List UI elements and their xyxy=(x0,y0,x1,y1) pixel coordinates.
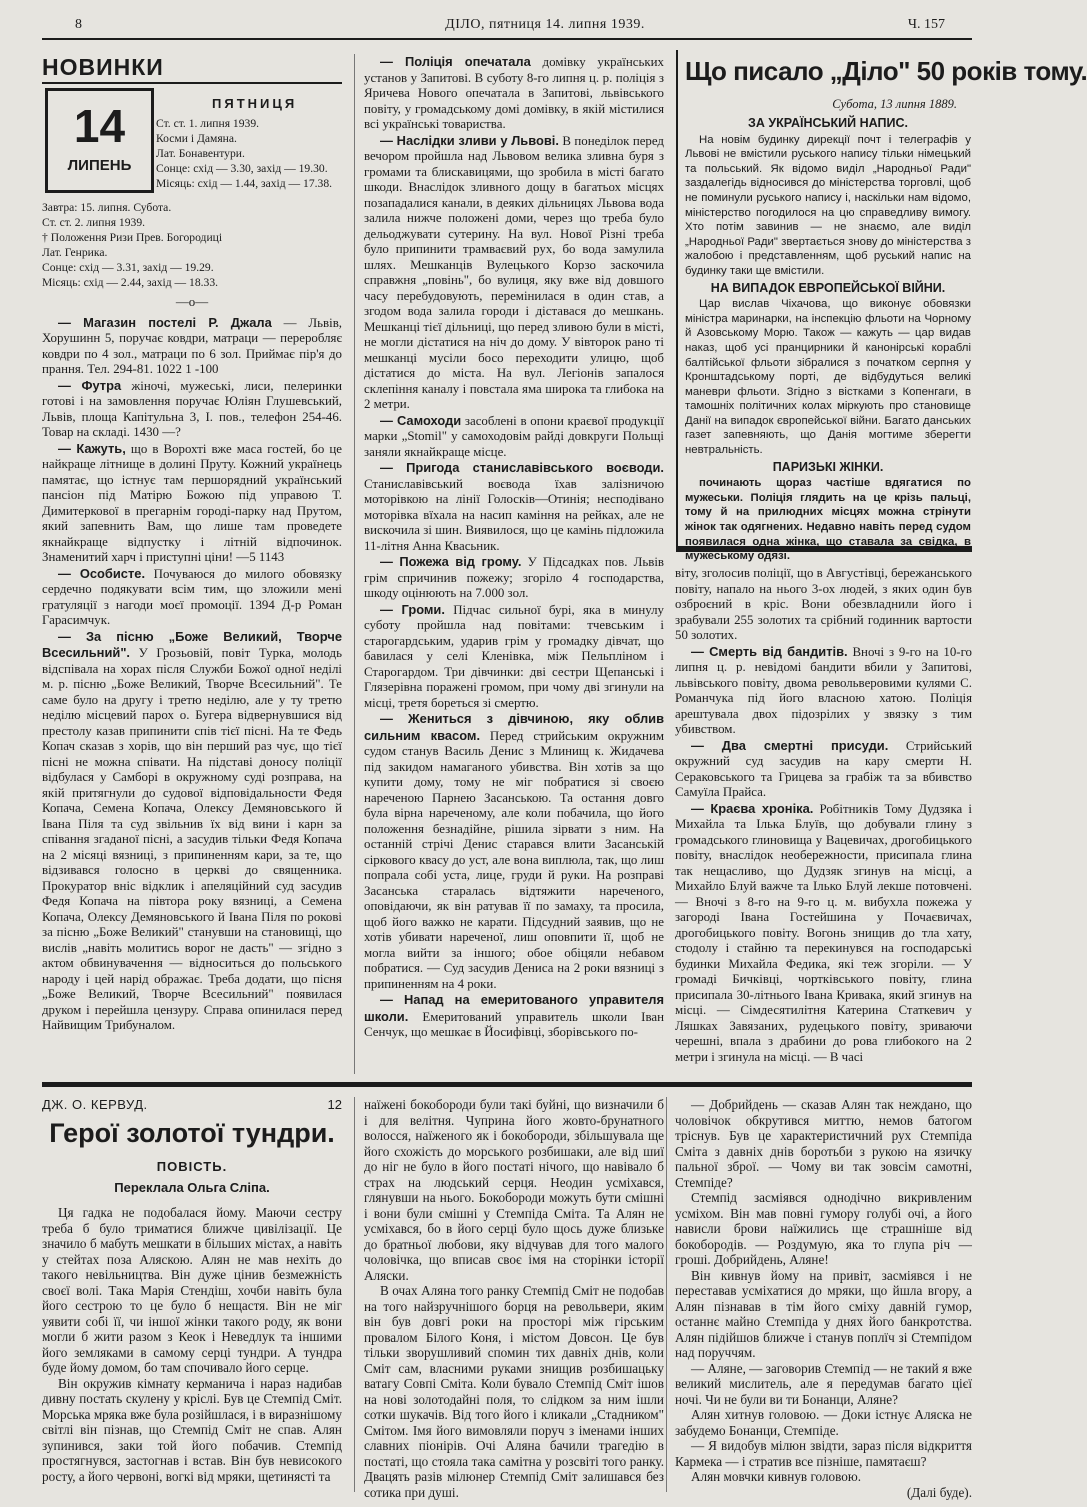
news-item xyxy=(364,460,664,554)
news-text: В понеділок перед вечором пройшла над Львовом велика зливна буря з громами та блискавицями, що зробила в місті багато шкоди. Внаслідок зливного дощу в багатьох місцях позападалися канали, в деяких дільницях Львова вода залила нижче положені доми, через що треба було дельоджувати сутерину. На вул. Нової Різні треба було припинити трамваєвий рух, бо вода замулила шлях. Мешканців Вулецького Корзо заскочила справжня „повінь", бо вулиця, яку вже від довшого часу перебудовують, перемінилася в один став, а згодом вода залила городи і діставася до мешкань. Мешканці тієї дільниці, що перед зливою були в місті, не могли дістатися на ніч до дому. У вівторок рано ті мешканці мусіли босо переходити улицю, щоб дістатися до міста. На вул. Легіонів запалося склепіння каналу і повстала яма широка та глибока на 2 метри. xyxy=(364,133,664,411)
novynky-rule xyxy=(42,82,342,84)
news-item xyxy=(364,992,664,1041)
calendar-line: Лат. Бонавентури. xyxy=(156,147,245,160)
story-column-2 xyxy=(364,1097,664,1500)
dilo-section-title: ЗА УКРАЇНСЬКИЙ НАПИС. xyxy=(748,116,908,130)
news-text: Емеритований управитель школи Іван Сенчук, що мешкає в Йосифівці, зборівського по- xyxy=(364,1009,664,1039)
news-text: У Підсадках пов. Львів грім спричинив пожежу; згоріло 4 господарства, шкоду оцінюють на 7.000 зол. xyxy=(364,555,664,600)
calendar-line: Ст. ст. 2. липня 1939. xyxy=(42,216,146,229)
news-text: Станиславівський воєвода їхав залізничою моторівкою на лінії Голосків—Отинія; несподівано моторівка вїхала на насип каміння на рейках, але не вискочила зі шин. Виявилося, що це камінь підложила 11-літня Анна Квасьник. xyxy=(364,476,664,553)
news-item xyxy=(42,378,342,441)
calendar-line: † Положення Ризи Прев. Богородиці xyxy=(42,231,223,244)
story-paragraph: наїжені бокобороди були такі буйні, що визначили б і для велітня. Чуприна його жовто-брунатного волосся, наїженого як і бокобороди, збільшувала ще його схожість до морського розбишаки, але від шиї до ніг не було в його постаті нічого, що навівало б страх на людський серця. Неодин усміхався, глянувши на нього. Бокобороди можуть бути смішні і вони були смішні у Стемпіда Сміта. Та Алян не усміхався, бо в його серці було щось дуже близьке до братньої любови, яку відчував для того малого чоловічка, що вписав своє імя на сторінки історії Аляски. xyxy=(364,1097,664,1283)
news-lead: — Магазин постелі Р. Джала xyxy=(58,314,272,330)
column-divider xyxy=(666,1097,667,1492)
story-paragraph: Ця гадка не подобалася йому. Маючи сестру треба б було триматися ближче цивілізації. Це значило б мабуть мешкати в більших містах, а навіть у стейтах поза Аляскою. Алян не мав нехіть до такого невільництва. Він дуже цінив безмежність своєї волі. Така Марія Стендіш, хочби навіть була його сестрою то це було б нещастя. Він не міг уявити собі її, чи іншої жінки такого роду, як вони могли б жити разом з Кеок і Неведлук та іншими його земляками в самому серці тундри. А тундра буде йому домом, бо там спочивало його серце. xyxy=(42,1205,342,1375)
news-lead: — Напад на емеритованого управителя школи. xyxy=(364,992,664,1024)
news-item xyxy=(675,738,972,801)
news-text: У Грозьовій, повіт Турка, молодь відспівала на хорах після Служби Божої одної неділі м. р. пісню „Боже Великий, Творче Всесильний". Те саме було на другу і третю неділю, але у ту третю неділю місцевий парох о. Бугера відвернувшися від престолу казав припинити спів тієї пісні. На те Федь Копач сказав з хорів, що він перший раз чує, що тієї пісні не можна співати. На підставі доносу поліції відбулася у Самборі в окружному суді розправа, на якій притягнули до судової відповідальности Федя Копача, Семена Копача, Олексу Демяновського й Івана Піля та суд звільнив їх від вини і карн за співання згаданої пісні, а засудив тільки Федя Копача на 2 місяці вязниці, з припиненням кари, за те, що відзивався голосно в церкві до священника. Прокуратор вніс відклик і апеляційний суд засудив Федя Копача на півтора року вязниці, а Семена Копача, Олексу Демяновського й Івана Піля по рокові за пісню „Боже Великий" станувши на становищі, що вислів „навіть молитись ворог не дасть" — згідно з актом обвинувачення — відноситься до польського народу і цей нарід ображає. Треба додати, що пісня „Боже Великий, Творче Всесильний" появилася друком і перейшла цензуру. Справа опинилася перед Найвищим Трибуналом. xyxy=(42,646,342,1032)
weekday: ПЯТНИЦЯ xyxy=(212,96,298,111)
news-lead: — Жениться з дівчиною, яку облив сильним квасом. xyxy=(364,711,664,743)
story-paragraph: — Аляне, — заговорив Стемпід — не такий я вже великий мислитель, але я передумав багато цієї ночі. Чи не були ви ти Бонанци, Аляне? xyxy=(675,1360,972,1407)
news-lead: — Краєва хроніка. xyxy=(691,800,814,816)
news-item xyxy=(364,711,664,992)
calendar-line: Сонце: схід — 3.30, захід — 19.30. xyxy=(156,162,328,175)
story-installment: 12 xyxy=(327,1097,342,1112)
news-item xyxy=(364,413,664,461)
calendar-line: Лат. Генрика. xyxy=(42,246,108,259)
story-paragraph: Він окружив кімнату керманича і нараз надибав дивну постать скулену у кріслі. Був це Стемпід Сміт. Морська мряка вже була розійшлася, і в виразнішому світлі він пізнав, що Стемпід Сміт не спав. Алян зупинився, заки той його побачив. Стемпід простягнувся, застогнав і встав. Він був невисокого росту, а його червоні, вогкі від мряки, щетинястi та xyxy=(42,1375,342,1484)
news-lead: — За пісню „Боже Великий, Творче Всесильний". xyxy=(42,628,342,660)
news-item xyxy=(675,566,972,644)
column-middle xyxy=(364,54,664,1080)
news-item xyxy=(675,801,972,1066)
news-item xyxy=(364,554,664,602)
calendar-line: Сонце: схід — 3.31, захід — 19.29. xyxy=(42,261,214,274)
date-month: ЛИПЕНЬ xyxy=(67,157,132,174)
section-heading-novynky: НОВИНКИ xyxy=(42,54,164,80)
news-item xyxy=(364,602,664,712)
column-divider xyxy=(354,1097,355,1492)
story-paragraph: — Добрийдень — сказав Алян так нежданo, що чоловічок обкрутився миттю, немов батогом тріснув. Був це характеристичний рух Стемпіда Сміта з давніх днів боротьби з рукою на язичку пальної зброї. — Чому ви так зовсім самотні, Стемпіде? xyxy=(675,1097,972,1190)
to-be-continued: (Далі буде). xyxy=(906,1484,972,1500)
news-lead: — Поліція опечатала xyxy=(380,54,531,69)
news-item xyxy=(42,315,342,378)
story-paragraph: Алян мовчки кивнув головою. xyxy=(691,1469,862,1484)
story-translator: Переклала Ольга Сліпа. xyxy=(114,1180,270,1195)
news-text: засоблені в опони краєвої продукції марки „Stomil" у самоходовім райді довкруги Польщі заняли якнайкраще місце. xyxy=(364,413,665,459)
dilo-box-body xyxy=(685,114,971,564)
news-lead: — Наслідки зливи у Львові. xyxy=(380,132,559,148)
story-author: ДЖ. О. КЕРВУД. xyxy=(42,1097,148,1112)
news-lead: — Пригода станиславівського воєводи. xyxy=(380,460,664,475)
dilo-section-title: НА ВИПАДОК ЕВРОПЕЙСЬКОЇ ВІЙНИ. xyxy=(710,280,946,295)
news-lead: — Смерть від бандитів. xyxy=(691,643,848,659)
story-paragraph: Стемпід засміявся однодічно викривленим усміхом. Він мав повні гумору голубі очі, а його нависли брови наїжились ще страшніше від бокобородів. — Роздумую, яка то глупа річ — гроші. Добрийдень, Аляне! xyxy=(675,1190,972,1267)
running-head xyxy=(75,14,945,38)
dilo-section-text: Цар вислав Чіхачова, що виконує обовязки міністра маринарки, на інспекцію фльоти на Чорному й Азовському Морю. Також — кажуть — цар видав наказ, щоб усі пранцирники й канонірські кораблі балтійської фльоти зібралися з початком серпня у Кронштадському порті, де відбудуться великі маневри фльоти. Згідно з вістками з Копенгаги, в тамошніх політичних колах міркують про становище Данії на випадок європейської війни. Багато данських газет запевняють, що Данія могтиме зберегти невтральність. xyxy=(685,298,971,457)
story-paragraph: Він кивнув йому на привіт, засміявся і не переставав усміхатися до мряки, що йшла вгору, а Алян пізнавав в тім його сміху давній гумор, останнє майно Стемпіда у днях його банкротства. Алян підійшов ближче і станув поплїч зі Стемпідом над поруччям. xyxy=(675,1267,972,1360)
dilo-box-heading: Що писало „Діло" 50 років тому. xyxy=(685,56,1087,86)
news-text: Підчас сильної бурі, яка в минулу суботу пройшла над повітами: тчевським і старогардським, ударив грім у громадку дівчат, що бавилася у селі Кленівка, між Пельпліном і Старогардом. Три дівчинки: дві сестри Щепанські і Глязерівна поражені громом, при чому дві згинули на місці, третя бореться зі смертю. xyxy=(364,602,664,710)
column-right-lower xyxy=(675,566,972,1076)
calendar-today xyxy=(156,116,340,191)
news-item xyxy=(42,629,342,1034)
page-number: 8 xyxy=(75,17,82,32)
top-rule xyxy=(42,38,972,40)
news-text: Робітників Тому Дудзяка і Михайла та Ілька Блуїв, що добували глину з громадського глиновища у Вацевичах, дрогобицького повіту, внаслідок необережности, присипала глина так нещасливо, що Дудзяк згинув на місці, а Михайло Блуй важче та Ілько Блуй лекше потовчені. — Вночі з 8-го на 9-го ц. м. вибухла пожежа у загороді Івана Гостейшина у Почаєвичах, дрогобицького повіту. Вогонь знищив до тла хату, стодолу і стайню та перекинувся на господарські будинки Михайла Федика, які теж згоріли. — У громаді Бичківці, чортківського повіту, глина присипала 30-літнього Івана Кривака, який згинув на місці. — Сімдесятилітня Катерина Статкевич у Ляшках Завязаних, рудецького повіту, зриваючи черешні, впала з драбини до рова глибокого на 2 метри і згинула на місці. — В часі xyxy=(675,801,972,1064)
column-divider xyxy=(354,54,355,1074)
calendar-line: Ст. ст. 1. липня 1939. xyxy=(156,117,260,130)
news-text: Вночі з 9-го на 10-го липня ц. р. невідомі бандити вбили у Запитові, львівського повіту, двома револьверовими кулями С. Романчука під його власною хатою. Поліція арештувала двох підозрілих у звязку з тим убивством. xyxy=(675,644,972,736)
news-lead: — Громи. xyxy=(380,601,445,617)
section-divider xyxy=(42,1082,972,1087)
calendar-tomorrow xyxy=(42,200,342,290)
story-genre: ПОВІСТЬ. xyxy=(156,1159,228,1174)
news-text: жіночі, мужеські, лиси, пелеринки готові і на замовлення поручає Юліян Глушевський, Львів, площа Капітульна 3, І. пов., телефон 254-46. Товар на складі. 1430 —? xyxy=(42,378,342,439)
story-paragraph: — Я видобув мілюн звідти, зараз після відкриття Кармека — і стратив все пізніше, памятаєш? xyxy=(675,1438,972,1469)
calendar-line: Косми і Дамяна. xyxy=(156,132,237,145)
news-text: Стрийський окружний суд засудив на кару смерти Н. Сераковського та Грицева за грабіж та за вбивство Самуїла Прайса. xyxy=(675,738,972,799)
dilo-box-date: Субота, 13 липня 1889. xyxy=(832,97,957,111)
news-item xyxy=(675,644,972,738)
calendar-line: Місяць: схід — 2.44, захід — 18.33. xyxy=(42,276,219,289)
story-title: Герої золотої тундри. xyxy=(49,1118,335,1148)
dilo-section-text: На новім будинку дирекції почт і телеграфів у Львові не вмістили руського напису тільки німецький та польський. Як відомо виділ „Народньої Ради" заздалегідь відносився до міністерства торговлі, щоб не поминули руського напису і, наскільки нам відомо, міністерство погодилося на цю справедливу вимогу. Хто потім завинив — не знаємо, але виділ „Народньої Ради" звертається знову до міністерства з жалобою і представленням, щоб руський напис на будинку таки ще вмістили. xyxy=(685,133,971,277)
news-lead: — Кажуть, xyxy=(58,440,126,456)
news-lead: — Пожежа від грому. xyxy=(380,554,522,569)
news-item xyxy=(42,441,342,566)
news-item xyxy=(364,54,664,133)
news-text: віту, зголосив поліції, що в Августівці, бережанського повіту, напало на нього 3-ох людей, з яких один був озброєний в кріс. Вони обезвладнили його і зрабували 255 золотих та срібний годинник вартости 50 золотих. xyxy=(675,566,972,642)
issue-number: Ч. 157 xyxy=(907,17,945,32)
news-item xyxy=(364,133,664,413)
news-text: що в Ворохті вже маса гостей, бо це найкраще літнище в долині Пруту. Кожний українець памятає, що істнує там першорядний український пансіон під Матірю Божою під управою Т. Димитеркової в прегарнім городі-парку над Прутом, який запевнить Вам, що лише там проведете якнайкраще відпустку і літній відпочинок. Знаменитий харч і приступні ціни! —5 1143 xyxy=(42,441,342,564)
news-text: Перед стрийським окружним судом станув Василь Денис з Млинищ к. Жидачева під закидом намаганого убивства. Він хотів за що купити дому, тому не міг побратися зі своєю нареченою Парнею Засанською. Та остання довго була вірна нареченому, але коли побачила, що його положення безнадійне, рішила зірвати з ним. На останній стрічі Денис старався влити Засанській сіркового квасу до уст, але вона виплюла, так, що лиш попрала собі уста, лице, груди й руки. На розправі Засанська старалась відтяжити нареченого, оповідаючи, як він ратував її по замаху, та просила, щоб його важко не карати. Підсудний заявив, що не хотів убивати нареченої, лиш оповпити її, щоб не могла вийти за іншого; обое обіцяли небавом побратися. — Суд засудив Дениса на 2 роки вязниці з припиненням на 4 роки. xyxy=(364,728,665,991)
news-text: домівку українських установ у Запитові. В суботу 8-го липня ц. р. поліція з Яричева Нового опечатала в Запитові, львівського повіту, у громадському домі домівку, в якій містилися всі українські товариства. xyxy=(364,55,664,131)
dilo-box-left xyxy=(676,50,678,550)
calendar-line: Завтра: 15. липня. Субота. xyxy=(42,201,172,214)
date-day: 14 xyxy=(73,100,126,152)
column-left xyxy=(42,293,342,1083)
date-box xyxy=(45,88,154,193)
news-item xyxy=(42,566,342,629)
news-lead: — Два смертні присуди. xyxy=(691,737,889,753)
dilo-section-text: починають щораз частіше вдягатися по мужеськи. Поліція глядить на це крізь пальці, тому й на прилюдних місцях можна стрінути жінок так одягнених. Недавно навіть перед судом появилася одна жінка, що ставала за свідка, в мужеському одязі. xyxy=(685,477,971,563)
divider: —o— xyxy=(175,295,209,309)
story-paragraph: Алян хитнув головою. — Доки істнує Аляска не забудемо Бонанци, Стемпіде. xyxy=(675,1407,972,1438)
story-column-1 xyxy=(42,1205,342,1495)
news-lead: — Самоходи xyxy=(380,412,462,428)
calendar-line: Місяць: схід — 1.44, захід — 17.38. xyxy=(156,177,333,190)
news-lead: — Футра xyxy=(58,377,122,393)
story-paragraph: В очах Аляна того ранку Стемпід Сміт не подобав на того найзручнішого борця на револьвери, яким він був довгі роки на просторі між гірським провалом Білого Коня, і містом Довсон. Це був тільки зворушливий спомин тих давніх днів, коли Сміт сам, власними руками знищив розбишацьку ватагу Совпі Сміта. Коли бувало Стемпід Сміт ішов на нові золотодайні поля, то слідком за ним ішли сотки шукачів. Від того його і кликали „Стадником" Смітом. Імя його вимовляли поруч з іменами інших славних піонірів. Очі Аляна бачили трагедію в постаті, що стояла така самітна у розсвіті того ранку. Двацять разів мілюнер Стемпід Сміт залишався без сотика при душі. xyxy=(364,1283,664,1500)
news-lead: — Особисте. xyxy=(58,565,146,581)
story-column-3 xyxy=(675,1097,972,1500)
news-text: Почуваюся до милого обовязку сердечно подякувати всім тим, що зложили мені гратуляції з нагоди моєї промоції. 1394 Д-р Роман Гарасимчук. xyxy=(42,566,342,627)
dilo-section-title: ПАРИЗЬКІ ЖІНКИ. xyxy=(772,459,884,474)
masthead-date: ДІЛО, пятниця 14. липня 1939. xyxy=(445,17,645,32)
news-text: — Львів, Хорушинн 5, поручає ковдри, матраци — переробляє ковдри по 4 зол., матраци по 6 зол. Приймає пір'я до прання. Тел. 294-81. 1022 1 -100 xyxy=(42,315,342,376)
